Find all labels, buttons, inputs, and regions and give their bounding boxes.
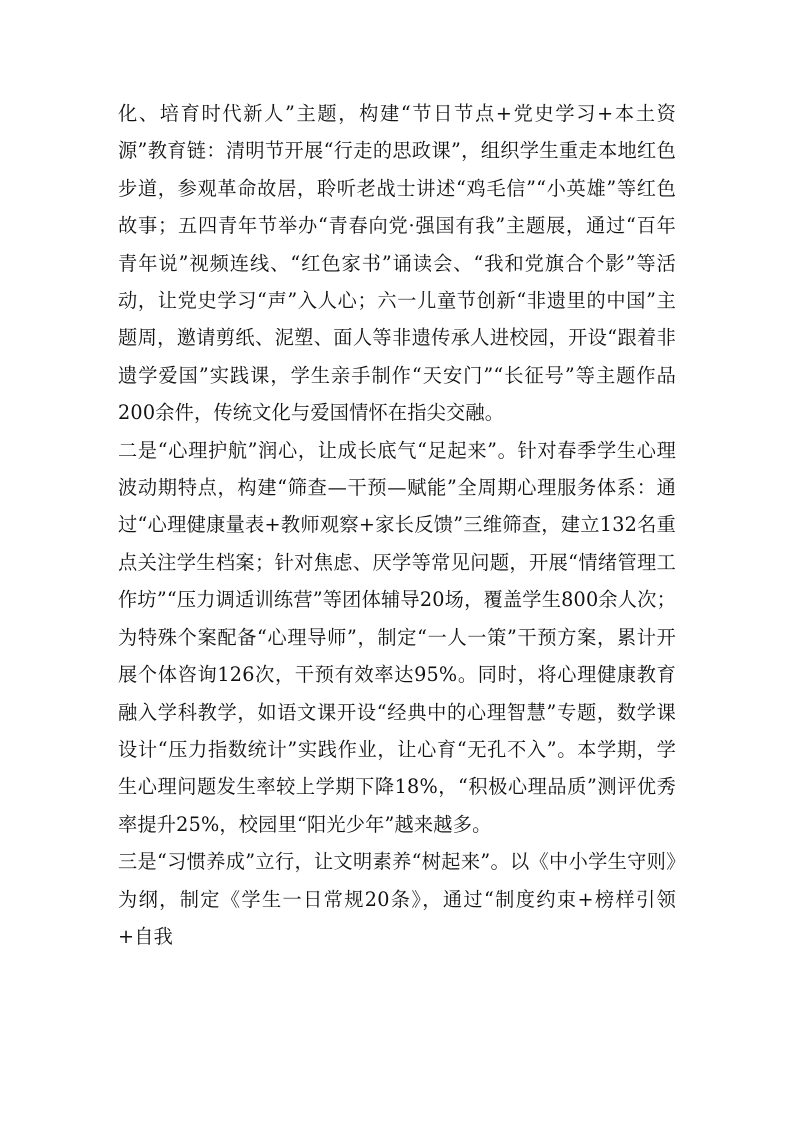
paragraph-mental-health: 二是“心理护航”润心，让成长底气“足起来”。针对春季学生心理波动期特点，构建“筛查—干预—赋能”全周期心理服务体系：通过“心理健康量表+教师观察+家长反馈”三维筛查，建立132名重点关注学生档案；针对焦虑、厌学等常见问题，开展“情绪管理工作坊”“压力调适训练营”等团体辅导20场，覆盖学生800余人次；为特殊个案配备“心理导师”，制定“一人一策”干预方案，累计开展个体咨询126次，干预有效率达95%。同时，将心理健康教育融入学科教学，如语文课开设“经典中的心理智慧”专题，数学课设计“压力指数统计”实践作业，让心育“无孔不入”。本学期，学生心理问题发生率较上学期下降18%，“积极心理品质”测评优秀率提升25%，校园里“阳光少年”越来越多。	[118, 438, 676, 836]
document-body	[118, 95, 676, 955]
paragraph-patriotic-education: 化、培育时代新人”主题，构建“节日节点+党史学习+本土资源”教育链：清明节开展“行走的思政课”，组织学生重走本地红色步道，参观革命故居，聆听老战士讲述“鸡毛信”“小英雄”等红色故事；五四青年节举办“青春向党·强国有我”主题展，通过“百年青年说”视频连线、“红色家书”诵读会、“我和党旗合个影”等活动，让党史学习“声”入人心；六一儿童节创新“非遗里的中国”主题周，邀请剪纸、泥塑、面人等非遗传承人进校园，开设“跟着非遗学爱国”实践课，学生亲手制作“天安门”“长征号”等主题作品200余件，传统文化与爱国情怀在指尖交融。	[118, 102, 676, 425]
paragraph-habit-formation: 三是“习惯养成”立行，让文明素养“树起来”。以《中小学生守则》为纲，制定《学生一日常规20条》，通过“制度约束+榜样引领+自我	[118, 850, 676, 948]
